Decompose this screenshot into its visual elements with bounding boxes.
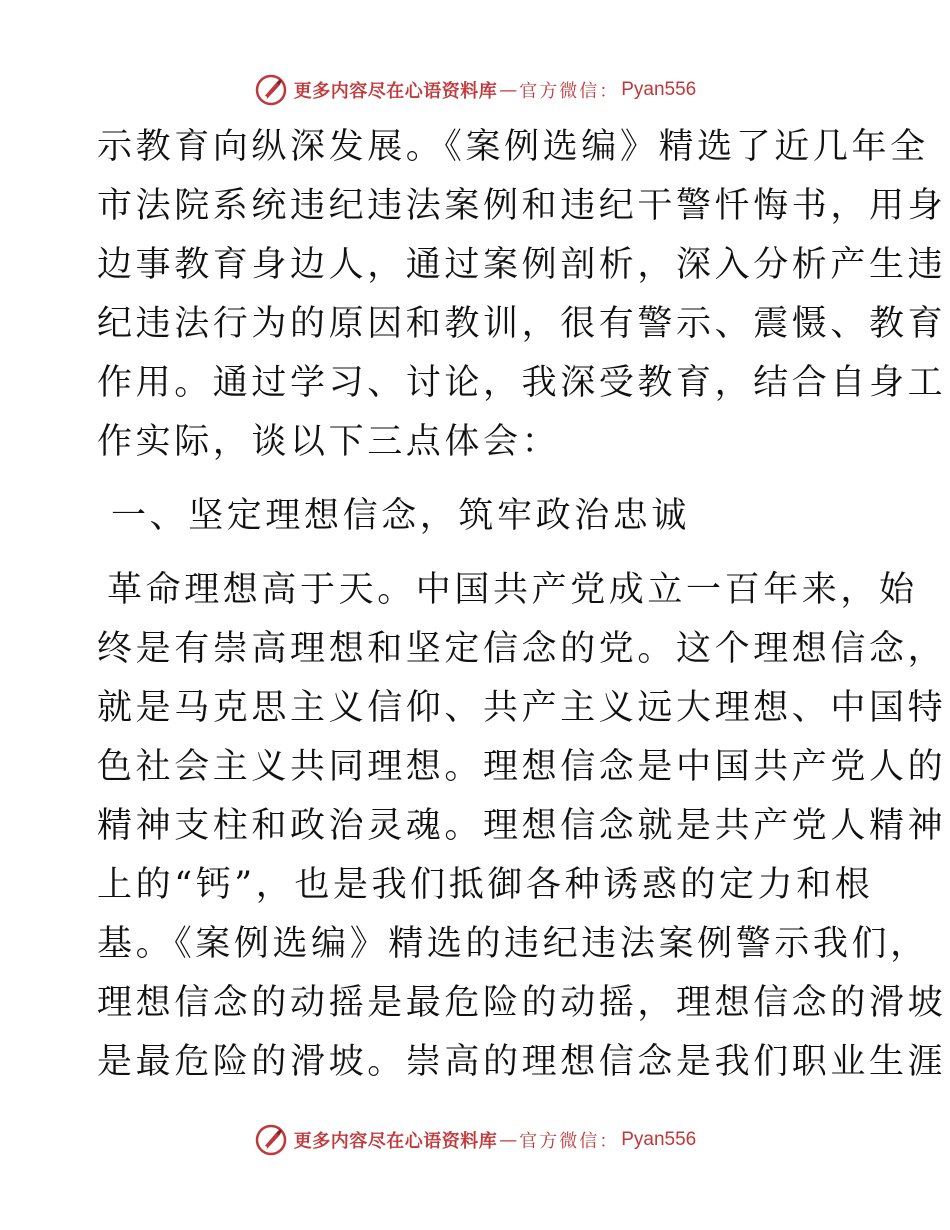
paragraph-line: 作实际，谈以下三点体会： <box>97 422 561 462</box>
footer-watermark <box>0 1120 950 1160</box>
watermark-wechat-id: Pyan556 <box>621 1129 697 1150</box>
header-watermark <box>0 70 950 110</box>
watermark-separator: — <box>499 79 518 101</box>
document-body <box>97 118 947 1092</box>
paragraph-line: 上的“钙”，也是我们抵御各种诱惑的定力和根 <box>97 865 874 905</box>
paragraph-line: 终是有崇高理想和坚定信念的党。这个理想信念， <box>97 629 947 669</box>
spacer <box>97 546 857 561</box>
paragraph-line: 是最危险的滑坡。崇高的理想信念是我们职业生涯 <box>97 1042 947 1082</box>
watermark-official-label: 官方微信： <box>519 81 620 102</box>
quill-pen-logo-icon <box>254 73 288 107</box>
paragraph-line: 市法院系统违纪违法案例和违纪干警忏悔书，用身 <box>97 186 947 226</box>
paragraph-1 <box>97 118 947 472</box>
paragraph-line: 基。《案例选编》精选的违纪违法案例警示我们， <box>97 924 929 964</box>
section-heading: 一、坚定理想信念，筑牢政治忠诚 <box>111 496 691 536</box>
paragraph-line: 精神支柱和政治灵魂。理想信念就是共产党人精神 <box>97 806 947 846</box>
quill-pen-logo-icon <box>254 1123 288 1157</box>
paragraph-line: 就是马克思主义信仰、共产主义远大理想、中国特 <box>97 688 947 728</box>
paragraph-line: 边事教育身边人，通过案例剖析，深入分析产生违 <box>97 245 947 285</box>
paragraph-line: 纪违法行为的原因和教训，很有警示、震慑、教育 <box>97 304 947 344</box>
watermark-separator: — <box>499 1129 518 1151</box>
paragraph-line: 理想信念的动摇是最危险的动摇，理想信念的滑坡 <box>97 983 947 1023</box>
watermark-official-label: 官方微信： <box>519 1131 620 1152</box>
watermark-main-text: 更多内容尽在心语资料库 <box>293 81 498 102</box>
paragraph-line: 色社会主义共同理想。理想信念是中国共产党人的 <box>97 747 947 787</box>
paragraph-line: 作用。通过学习、讨论，我深受教育，结合自身工 <box>97 363 947 403</box>
paragraph-line: 革命理想高于天。中国共产党成立一百年来，始 <box>107 570 918 610</box>
paragraph-line: 示教育向纵深发展。《案例选编》精选了近几年全 <box>97 127 929 167</box>
paragraph-2 <box>97 561 947 1092</box>
spacer <box>97 472 857 487</box>
watermark-main-text: 更多内容尽在心语资料库 <box>293 1131 498 1152</box>
watermark-wechat-id: Pyan556 <box>621 79 697 100</box>
